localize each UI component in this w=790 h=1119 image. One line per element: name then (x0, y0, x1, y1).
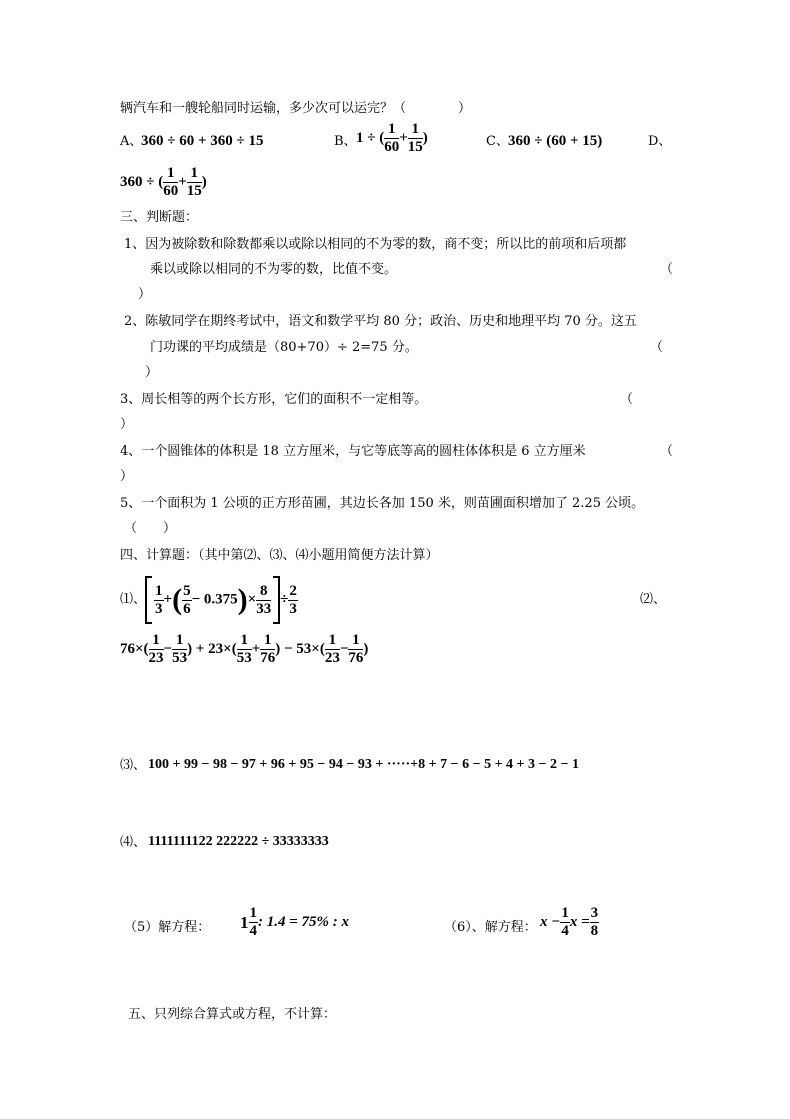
fraction: $\frac{2}{3}$ (289, 582, 297, 617)
problem-4-expression: 1111111122 222222 ÷ 33333333 (148, 834, 329, 849)
problem-5-label: （5）解方程： (124, 920, 211, 935)
problem-3-expression: 100 + 99 − 98 − 97 + 96 + 95 − 94 − 93 + ·····+8 + 7 − 6 − 5 + 4 + 3 − 2 − 1 (148, 757, 579, 772)
q1-answer-open: （ (660, 262, 674, 277)
q2-line1: 2、陈敏同学在期终考试中，语文和数学平均 80 分；政治、历史和地理平均 70 分。这五 (124, 314, 637, 329)
fraction: $\frac{1}{3}$ (155, 582, 163, 617)
fraction: $\frac{1}{15}$ (186, 165, 202, 199)
problem-6-equation: x − $\frac{1}{4}$ x = $\frac{3}{8}$ (540, 905, 599, 939)
section-3-heading: 三、判断题： (120, 210, 199, 225)
section-5-heading: 五、只列综合算式或方程，不计算： (128, 1007, 337, 1022)
fraction: $\frac{1}{23}$ (148, 632, 164, 666)
problem-3-label: ⑶、 (120, 758, 147, 773)
q3-line1: 3、周长相等的两个长方形，它们的面积不一定相等。 (120, 392, 428, 407)
fraction: $\frac{1}{60}$ (384, 121, 400, 155)
option-d-label: D、 (648, 134, 672, 149)
q1-line2: 乘以或除以相同的不为零的数，比值不变。 (150, 262, 398, 277)
option-c-expression: 360 ÷ (60 + 15) (508, 133, 603, 149)
question-continuation: 辆汽车和一艘轮船同时运输，多少次可以运完？（ ） (120, 101, 472, 116)
q1-answer-close: ） (138, 287, 152, 302)
q3-answer-close: ） (120, 417, 134, 432)
fraction: $\frac{1}{23}$ (324, 632, 340, 666)
q4-answer-close: ） (120, 469, 134, 484)
q5-answer-paren: （ ） (124, 521, 177, 536)
fraction: $\frac{1}{76}$ (260, 632, 276, 666)
option-b-expression: 1 ÷ ( $\frac{1}{60}$ + $\frac{1}{15}$ ) (356, 121, 428, 155)
q3-answer-open: （ (620, 392, 634, 407)
fraction: $\frac{1}{4}$ (561, 905, 569, 939)
q2-answer-close: ） (145, 365, 159, 380)
fraction: $\frac{1}{53}$ (172, 632, 188, 666)
fraction: $\frac{1}{76}$ (348, 632, 364, 666)
q1-line1: 1、因为被除数和除数都乘以或除以相同的不为零的数，商不变；所以比的前项和后项都 (124, 237, 627, 252)
option-d-expression: 360 ÷ ( $\frac{1}{60}$ + $\frac{1}{15}$ ) (120, 165, 207, 199)
option-c-label: C、 (486, 134, 509, 149)
fraction: $\frac{1}{15}$ (407, 121, 423, 155)
problem-1-label: ⑴、 (120, 592, 147, 607)
problem-1-expression: $\frac{1}{3}$ +( $\frac{5}{6}$ − 0.375)× $\frac{8}{33}$ ÷ $\frac{2}{3}$ (145, 576, 298, 624)
q5-line1: 5、一个面积为 1 公顷的正方形苗圃，其边长各加 150 米，则苗圃面积增加了 2.25 公顷。 (120, 496, 645, 511)
problem-6-label: （6）、解方程： (444, 920, 537, 935)
fraction: $\frac{1}{4}$ (249, 905, 257, 939)
fraction: $\frac{1}{53}$ (236, 632, 252, 666)
problem-5-equation: 1 $\frac{1}{4}$ : 1.4 = 75% : x (240, 905, 350, 939)
option-a-label: A、 (120, 134, 143, 149)
fraction: $\frac{8}{33}$ (256, 582, 272, 617)
problem-2-label: ⑵、 (640, 592, 667, 607)
section-4-heading: 四、计算题：（其中第⑵、⑶、⑷小题用简便方法计算） (120, 548, 439, 563)
q4-line1: 4、一个圆锥体的体积是 18 立方厘米，与它等底等高的圆柱体体积是 6 立方厘米 (120, 444, 586, 459)
option-b-label: B、 (334, 134, 357, 149)
option-a-expression: 360 ÷ 60 + 360 ÷ 15 (141, 133, 264, 149)
q2-answer-open: （ (650, 340, 664, 355)
q2-line2: 门功课的平均成绩是（80+70）÷ 2=75 分。 (150, 340, 418, 355)
problem-2-expression: 76×( $\frac{1}{23}$ − $\frac{1}{53}$ ) + 23×( $\frac{1}{53}$ + $\frac{1}{76}$ ) − 53×( $\frac{1}{23}$ − $\frac{1}{76}$ ) (120, 632, 369, 666)
fraction: $\frac{5}{6}$ (183, 582, 191, 617)
q4-answer-open: （ (660, 444, 674, 459)
fraction: $\frac{1}{60}$ (163, 165, 179, 199)
fraction: $\frac{3}{8}$ (590, 905, 599, 939)
problem-4-label: ⑷、 (120, 835, 147, 850)
